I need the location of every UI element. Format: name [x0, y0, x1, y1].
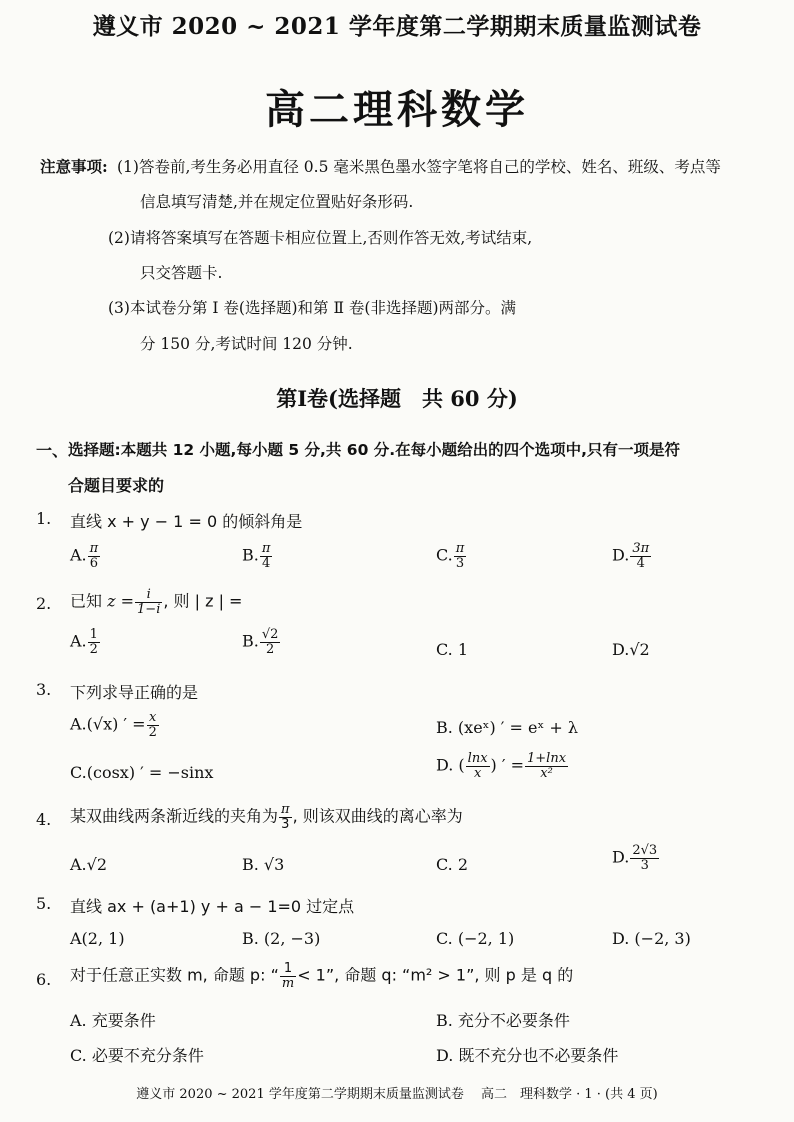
- q3-option-a: A.(√x) ′ = $\frac{x}{2}$: [70, 710, 157, 740]
- q4-stem: 某双曲线两条渐近线的夹角为 $\frac{\pi}{3}$ , 则该双曲线的离心率为: [70, 802, 463, 832]
- exam-header: 遵义市 2020 ~ 2021 学年度第二学期期末质量监测试卷: [92, 13, 702, 40]
- q5-option-d: D. (−2, 3): [612, 929, 691, 948]
- q2-option-c: C. 1: [436, 640, 469, 659]
- q4-option-b: B. √3: [242, 855, 285, 874]
- q2-stem: 已知 z = $\frac{i}{1-i}$ , 则 | z | =: [70, 587, 243, 617]
- q1-option-c: C. $\frac{\pi}{3}$: [436, 541, 465, 571]
- q2-option-b: B. $\frac{√2}{2}$: [242, 627, 279, 657]
- q5-stem: 直线 ax + (a+1) y + a − 1=0 过定点: [70, 897, 355, 916]
- part-instructions-line2: 合题目要求的: [68, 476, 165, 495]
- notice-item1-line1: (1)答卷前,考生务必用直径 0.5 毫米黑色墨水签字笔将自己的学校、姓名、班级、考点等: [117, 158, 721, 176]
- page-footer: 遵义市 2020 ~ 2021 学年度第二学期期末质量监测试卷 高二 理科数学 · 1 · (共 4 页): [136, 1087, 658, 1102]
- page-title: 高二理科数学: [265, 86, 529, 133]
- q6-stem: 对于任意正实数 m, 命题 p: “ $\frac{1}{m}$ < 1”, 命题 q: “m² > 1”, 则 p 是 q 的: [70, 961, 574, 991]
- q6-option-c: C. 必要不充分条件: [70, 1046, 204, 1065]
- q6-option-d: D. 既不充分也不必要条件: [436, 1046, 619, 1065]
- q1-stem: 直线 x + y − 1 = 0 的倾斜角是: [70, 512, 303, 531]
- notice-item2-line2: 只交答题卡.: [140, 264, 223, 282]
- q1-number: 1.: [36, 509, 52, 528]
- q5-option-a: A(2, 1): [70, 929, 125, 948]
- section-title: 第Ⅰ卷(选择题 共 60 分): [276, 386, 518, 411]
- notice-item1-line2: 信息填写清楚,并在规定位置贴好条形码.: [140, 193, 414, 211]
- notice-item2-line1: (2)请将答案填写在答题卡相应位置上,否则作答无效,考试结束,: [108, 229, 533, 247]
- q3-option-b: B. (xeˣ) ′ = eˣ + λ: [436, 718, 578, 737]
- notice-item3-line2: 分 150 分,考试时间 120 分钟.: [140, 335, 353, 353]
- q2-option-a: A. $\frac{1}{2}$: [70, 627, 98, 657]
- q4-option-d: D. $\frac{2√3}{3}$: [612, 843, 658, 873]
- q3-option-c: C.(cosx) ′ = −sinx: [70, 763, 214, 782]
- q3-number: 3.: [36, 680, 52, 699]
- notice-label: 注意事项:: [40, 157, 108, 176]
- q3-option-d: D. ( $\frac{\ln x}{x}$ ) ′ = $\frac{1+\ln x}{\text{x²}}$: [436, 751, 567, 781]
- q4-number: 4.: [36, 810, 52, 829]
- q2-option-d: D.√2: [612, 640, 650, 659]
- q3-stem: 下列求导正确的是: [70, 683, 199, 702]
- q1-option-d: D. $\frac{3\pi}{4}$: [612, 541, 650, 571]
- part-number: 一、: [36, 441, 69, 460]
- q2-number: 2.: [36, 594, 52, 613]
- q6-option-b: B. 充分不必要条件: [436, 1011, 570, 1030]
- q4-option-a: A.√2: [70, 855, 108, 874]
- q6-number: 6.: [36, 970, 52, 989]
- part-instructions-line1: 选择题:本题共 12 小题,每小题 5 分,共 60 分.在每小题给出的四个选项中,只有一项是符: [68, 441, 681, 459]
- q5-option-c: C. (−2, 1): [436, 929, 515, 948]
- notice-item3-line1: (3)本试卷分第 Ⅰ 卷(选择题)和第 Ⅱ 卷(非选择题)两部分。满: [108, 299, 517, 317]
- q1-option-a: A. $\frac{\pi}{6}$: [70, 541, 99, 571]
- q1-option-b: B. $\frac{\pi}{4}$: [242, 541, 271, 571]
- q4-option-c: C. 2: [436, 855, 469, 874]
- q5-option-b: B. (2, −3): [242, 929, 321, 948]
- q6-option-a: A. 充要条件: [70, 1011, 156, 1030]
- q5-number: 5.: [36, 894, 52, 913]
